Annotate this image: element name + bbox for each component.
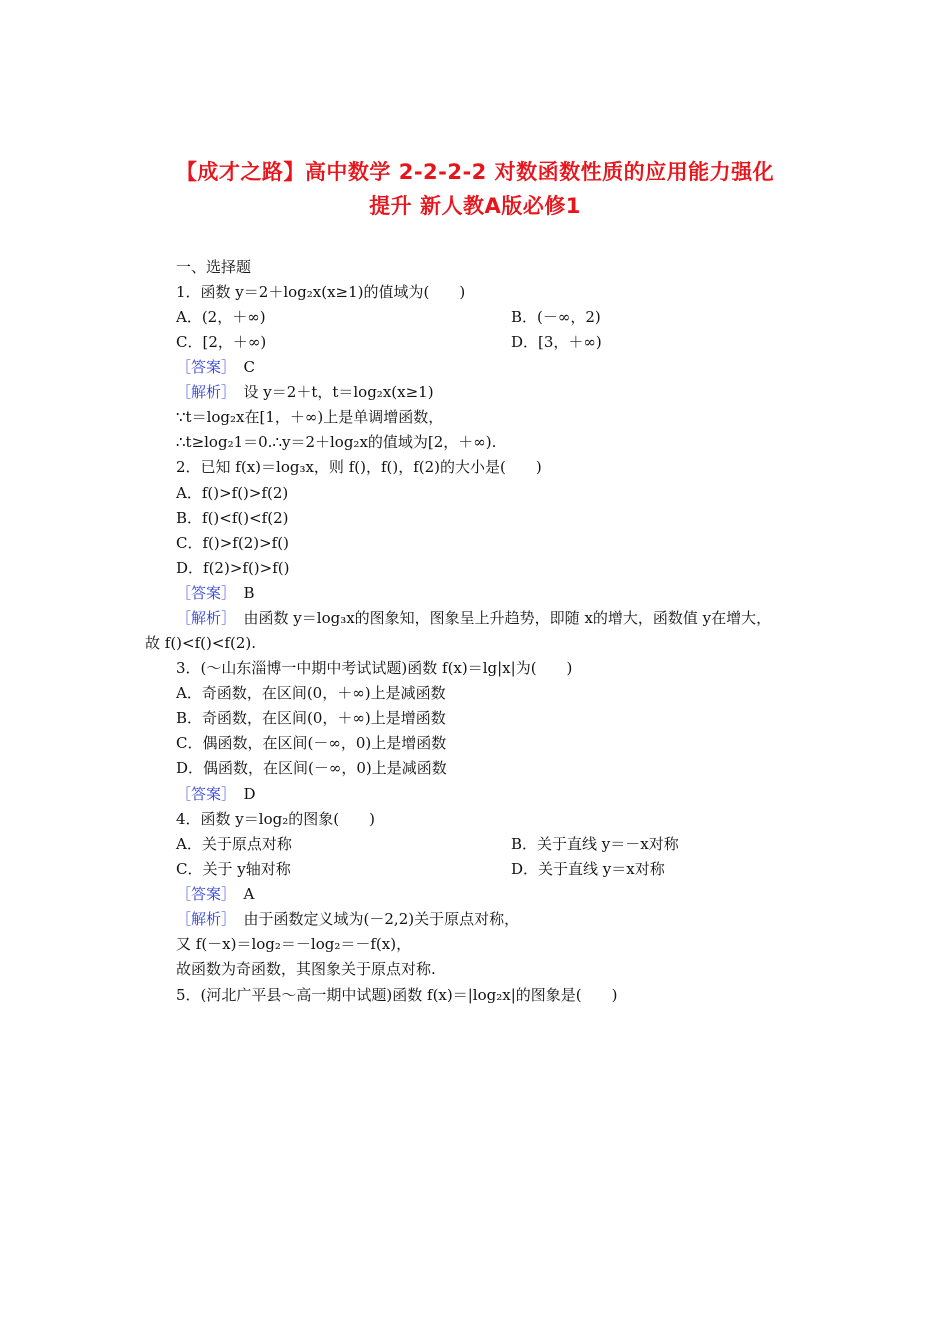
q1-answer-value: C bbox=[243, 358, 256, 376]
document-title-line-1: 【成才之路】高中数学 2-2-2-2 对数函数性质的应用能力强化 bbox=[175, 160, 775, 184]
q4-stem: 4．函数 y＝log₂的图象( ) bbox=[176, 810, 375, 828]
q1-analysis-text-2: ∵t＝log₂x在[1，＋∞)上是单调增函数， bbox=[176, 408, 444, 426]
q3-answer bbox=[176, 784, 256, 804]
q4-analysis-text-3: 故函数为奇函数，其图象关于原点对称. bbox=[176, 960, 436, 978]
q3-stem: 3．(～山东淄博一中期中考试试题)函数 f(x)＝lg|x|为( ) bbox=[176, 659, 573, 677]
q4-answer-value: A bbox=[243, 885, 255, 903]
q4-option-c: C．关于 y轴对称 bbox=[176, 860, 291, 878]
q2-answer bbox=[176, 583, 255, 603]
q4-analysis-text-2: 又 f(－x)＝log₂＝－log₂＝－f(x)， bbox=[176, 935, 412, 953]
q3-option-a: A．奇函数，在区间(0，＋∞)上是减函数 bbox=[176, 684, 446, 702]
q1-analysis-text-3: ∴t≥log₂1＝0.∴y＝2＋log₂x的值域为[2，＋∞). bbox=[176, 433, 497, 451]
analysis-tag: ［解析］ bbox=[176, 910, 229, 928]
q2-option-a: A．f()>f()>f(2) bbox=[176, 484, 289, 502]
section-heading: 一、选择题 bbox=[176, 258, 252, 276]
q2-stem: 2．已知 f(x)＝log₃x，则 f()，f()，f(2)的大小是( ) bbox=[176, 458, 542, 476]
document-title-line-2: 提升 新人教A版必修1 bbox=[369, 194, 581, 218]
answer-tag: ［答案］ bbox=[176, 358, 229, 376]
answer-tag: ［答案］ bbox=[176, 584, 229, 602]
q1-option-b: B．(－∞，2) bbox=[511, 308, 601, 326]
answer-tag: ［答案］ bbox=[176, 885, 229, 903]
q2-analysis-text-2: 故 f()<f()<f(2). bbox=[145, 634, 256, 652]
analysis-tag: ［解析］ bbox=[176, 383, 229, 401]
q3-option-d: D．偶函数，在区间(－∞，0)上是减函数 bbox=[176, 759, 447, 777]
q3-option-b: B．奇函数，在区间(0，＋∞)上是增函数 bbox=[176, 709, 446, 727]
q2-analysis bbox=[176, 608, 771, 628]
q3-option-c: C．偶函数，在区间(－∞，0)上是增函数 bbox=[176, 734, 447, 752]
q1-option-a: A．(2，＋∞) bbox=[176, 308, 266, 326]
answer-tag: ［答案］ bbox=[176, 785, 229, 803]
q4-analysis bbox=[176, 909, 519, 929]
q2-option-d: D．f(2)>f()>f() bbox=[176, 559, 290, 577]
q2-answer-value: B bbox=[243, 584, 255, 602]
q1-analysis bbox=[176, 382, 434, 402]
q4-option-b: B．关于直线 y＝－x对称 bbox=[511, 835, 679, 853]
q2-option-c: C．f()>f(2)>f() bbox=[176, 534, 289, 552]
q1-analysis-text-1: 设 y＝2＋t，t＝log₂x(x≥1) bbox=[243, 383, 434, 401]
q3-answer-value: D bbox=[243, 785, 256, 803]
analysis-tag: ［解析］ bbox=[176, 609, 229, 627]
q1-stem: 1．函数 y＝2＋log₂x(x≥1)的值域为( ) bbox=[176, 283, 466, 301]
q4-option-a: A．关于原点对称 bbox=[176, 835, 292, 853]
q4-option-d: D．关于直线 y＝x对称 bbox=[511, 860, 665, 878]
q1-option-d: D．[3，＋∞) bbox=[511, 333, 602, 351]
q2-analysis-text-1: 由函数 y＝log₃x的图象知，图象呈上升趋势，即随 x的增大，函数值 y在增大， bbox=[243, 609, 772, 627]
q1-option-c: C．[2，＋∞) bbox=[176, 333, 267, 351]
q4-analysis-text-1: 由于函数定义域为(－2,2)关于原点对称， bbox=[243, 910, 520, 928]
q2-option-b: B．f()<f()<f(2) bbox=[176, 509, 289, 527]
q1-answer bbox=[176, 357, 255, 377]
q5-stem: 5．(河北广平县～高一期中试题)函数 f(x)＝|log₂x|的图象是( ) bbox=[176, 986, 618, 1004]
q4-answer bbox=[176, 884, 254, 904]
